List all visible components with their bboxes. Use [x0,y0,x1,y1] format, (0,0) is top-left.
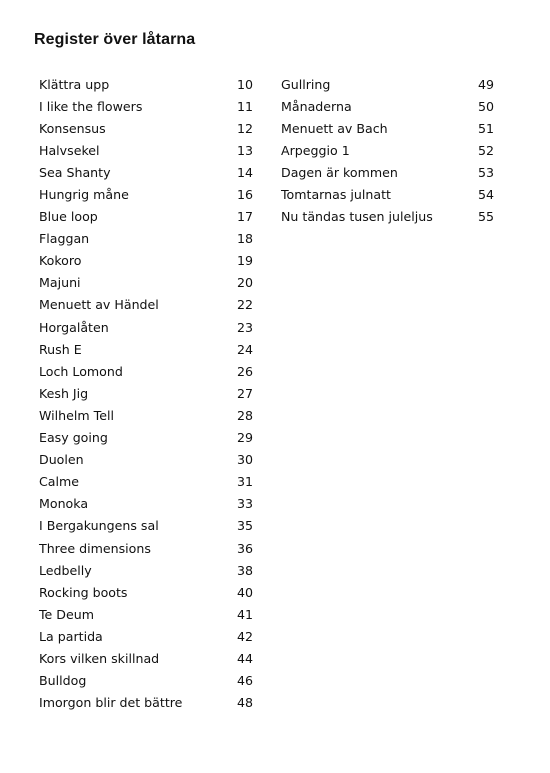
song-title: Kors vilken skillnad [39,650,160,666]
index-entry [39,73,253,95]
index-entry [39,670,253,692]
song-title: Halvsekel [39,142,100,158]
index-entry [281,95,494,117]
index-entry [39,625,253,647]
index-entry [39,692,253,714]
song-title: I like the flowers [39,98,143,114]
index-entry [39,493,253,515]
index-entry [281,117,494,139]
song-title: Te Deum [39,606,94,622]
song-title: La partida [39,628,103,644]
song-title: Nu tändas tusen juleljus [281,209,433,225]
page-number: 23 [236,319,253,335]
page-number: 35 [236,518,253,534]
page-number: 20 [236,275,253,291]
page-number: 49 [477,76,494,92]
page-number: 48 [236,695,253,711]
song-title: Duolen [39,452,84,468]
song-title: Sea Shanty [39,164,111,180]
song-title: Majuni [39,275,81,291]
song-title: Menuett av Bach [281,120,388,136]
index-entry [39,183,253,205]
page-number: 13 [236,142,253,158]
song-title: Klättra upp [39,76,110,92]
page-number: 14 [236,164,253,180]
page-number: 12 [236,120,253,136]
index-entry [39,603,253,625]
page-number: 38 [236,562,253,578]
song-index-right-column [281,73,494,228]
song-title: Easy going [39,430,108,446]
song-title: Tomtarnas julnatt [281,187,391,203]
index-entry [39,139,253,161]
song-title: Konsensus [39,120,106,136]
page-number: 24 [236,341,253,357]
song-title: Gullring [281,76,331,92]
index-entry [39,117,253,139]
page-number: 52 [477,142,494,158]
index-entry [39,449,253,471]
index-entry [281,73,494,95]
song-title: Arpeggio 1 [281,142,350,158]
index-entry [39,95,253,117]
index-entry [281,183,494,205]
song-title: Loch Lomond [39,363,123,379]
song-title: Kokoro [39,253,82,269]
song-title: Horgalåten [39,319,109,335]
page-number: 16 [236,187,253,203]
page-number: 54 [477,187,494,203]
index-entry [39,581,253,603]
page-number: 11 [236,98,253,114]
page-number: 29 [236,430,253,446]
song-title: Hungrig måne [39,187,129,203]
page-number: 44 [236,650,253,666]
page-number: 30 [236,452,253,468]
page-number: 40 [236,584,253,600]
page-number: 33 [236,496,253,512]
song-title: Blue loop [39,209,98,225]
song-title: Månaderna [281,98,352,114]
page-title: Register över låtarna [34,31,196,48]
song-title: Bulldog [39,673,87,689]
page-number: 19 [236,253,253,269]
page-number: 31 [236,474,253,490]
page-number: 53 [477,164,494,180]
song-title: Flaggan [39,231,90,247]
page-number: 28 [236,407,253,423]
index-entry [39,228,253,250]
index-entry [39,559,253,581]
index-entry [39,404,253,426]
index-entry [39,272,253,294]
page-number: 51 [477,120,494,136]
song-title: Three dimensions [39,540,151,556]
page-number: 18 [236,231,253,247]
index-entry [39,515,253,537]
song-index-left-column [39,73,253,714]
song-title: Wilhelm Tell [39,407,114,423]
song-title: Dagen är kommen [281,164,398,180]
page-number: 10 [236,76,253,92]
song-title: Ledbelly [39,562,92,578]
index-entry [39,316,253,338]
index-entry [39,427,253,449]
index-entry [39,647,253,669]
index-entry [39,294,253,316]
index-entry [39,382,253,404]
index-entry [39,161,253,183]
index-entry [39,250,253,272]
page-number: 42 [236,628,253,644]
song-title: I Bergakungens sal [39,518,159,534]
page-number: 22 [236,297,253,313]
page-number: 26 [236,363,253,379]
index-entry [39,471,253,493]
song-title: Rush E [39,341,82,357]
page-number: 27 [236,385,253,401]
index-entry [281,139,494,161]
page-number: 50 [477,98,494,114]
index-entry [39,360,253,382]
page-number: 17 [236,209,253,225]
index-entry [39,338,253,360]
song-title: Calme [39,474,80,490]
index-entry [281,161,494,183]
song-title: Imorgon blir det bättre [39,695,183,711]
index-entry [281,206,494,228]
page-number: 55 [477,209,494,225]
page-number: 46 [236,673,253,689]
song-title: Menuett av Händel [39,297,159,313]
page-number: 36 [236,540,253,556]
song-title: Monoka [39,496,89,512]
page-number: 41 [236,606,253,622]
index-entry [39,206,253,228]
index-entry [39,537,253,559]
song-title: Rocking boots [39,584,128,600]
song-title: Kesh Jig [39,385,89,401]
